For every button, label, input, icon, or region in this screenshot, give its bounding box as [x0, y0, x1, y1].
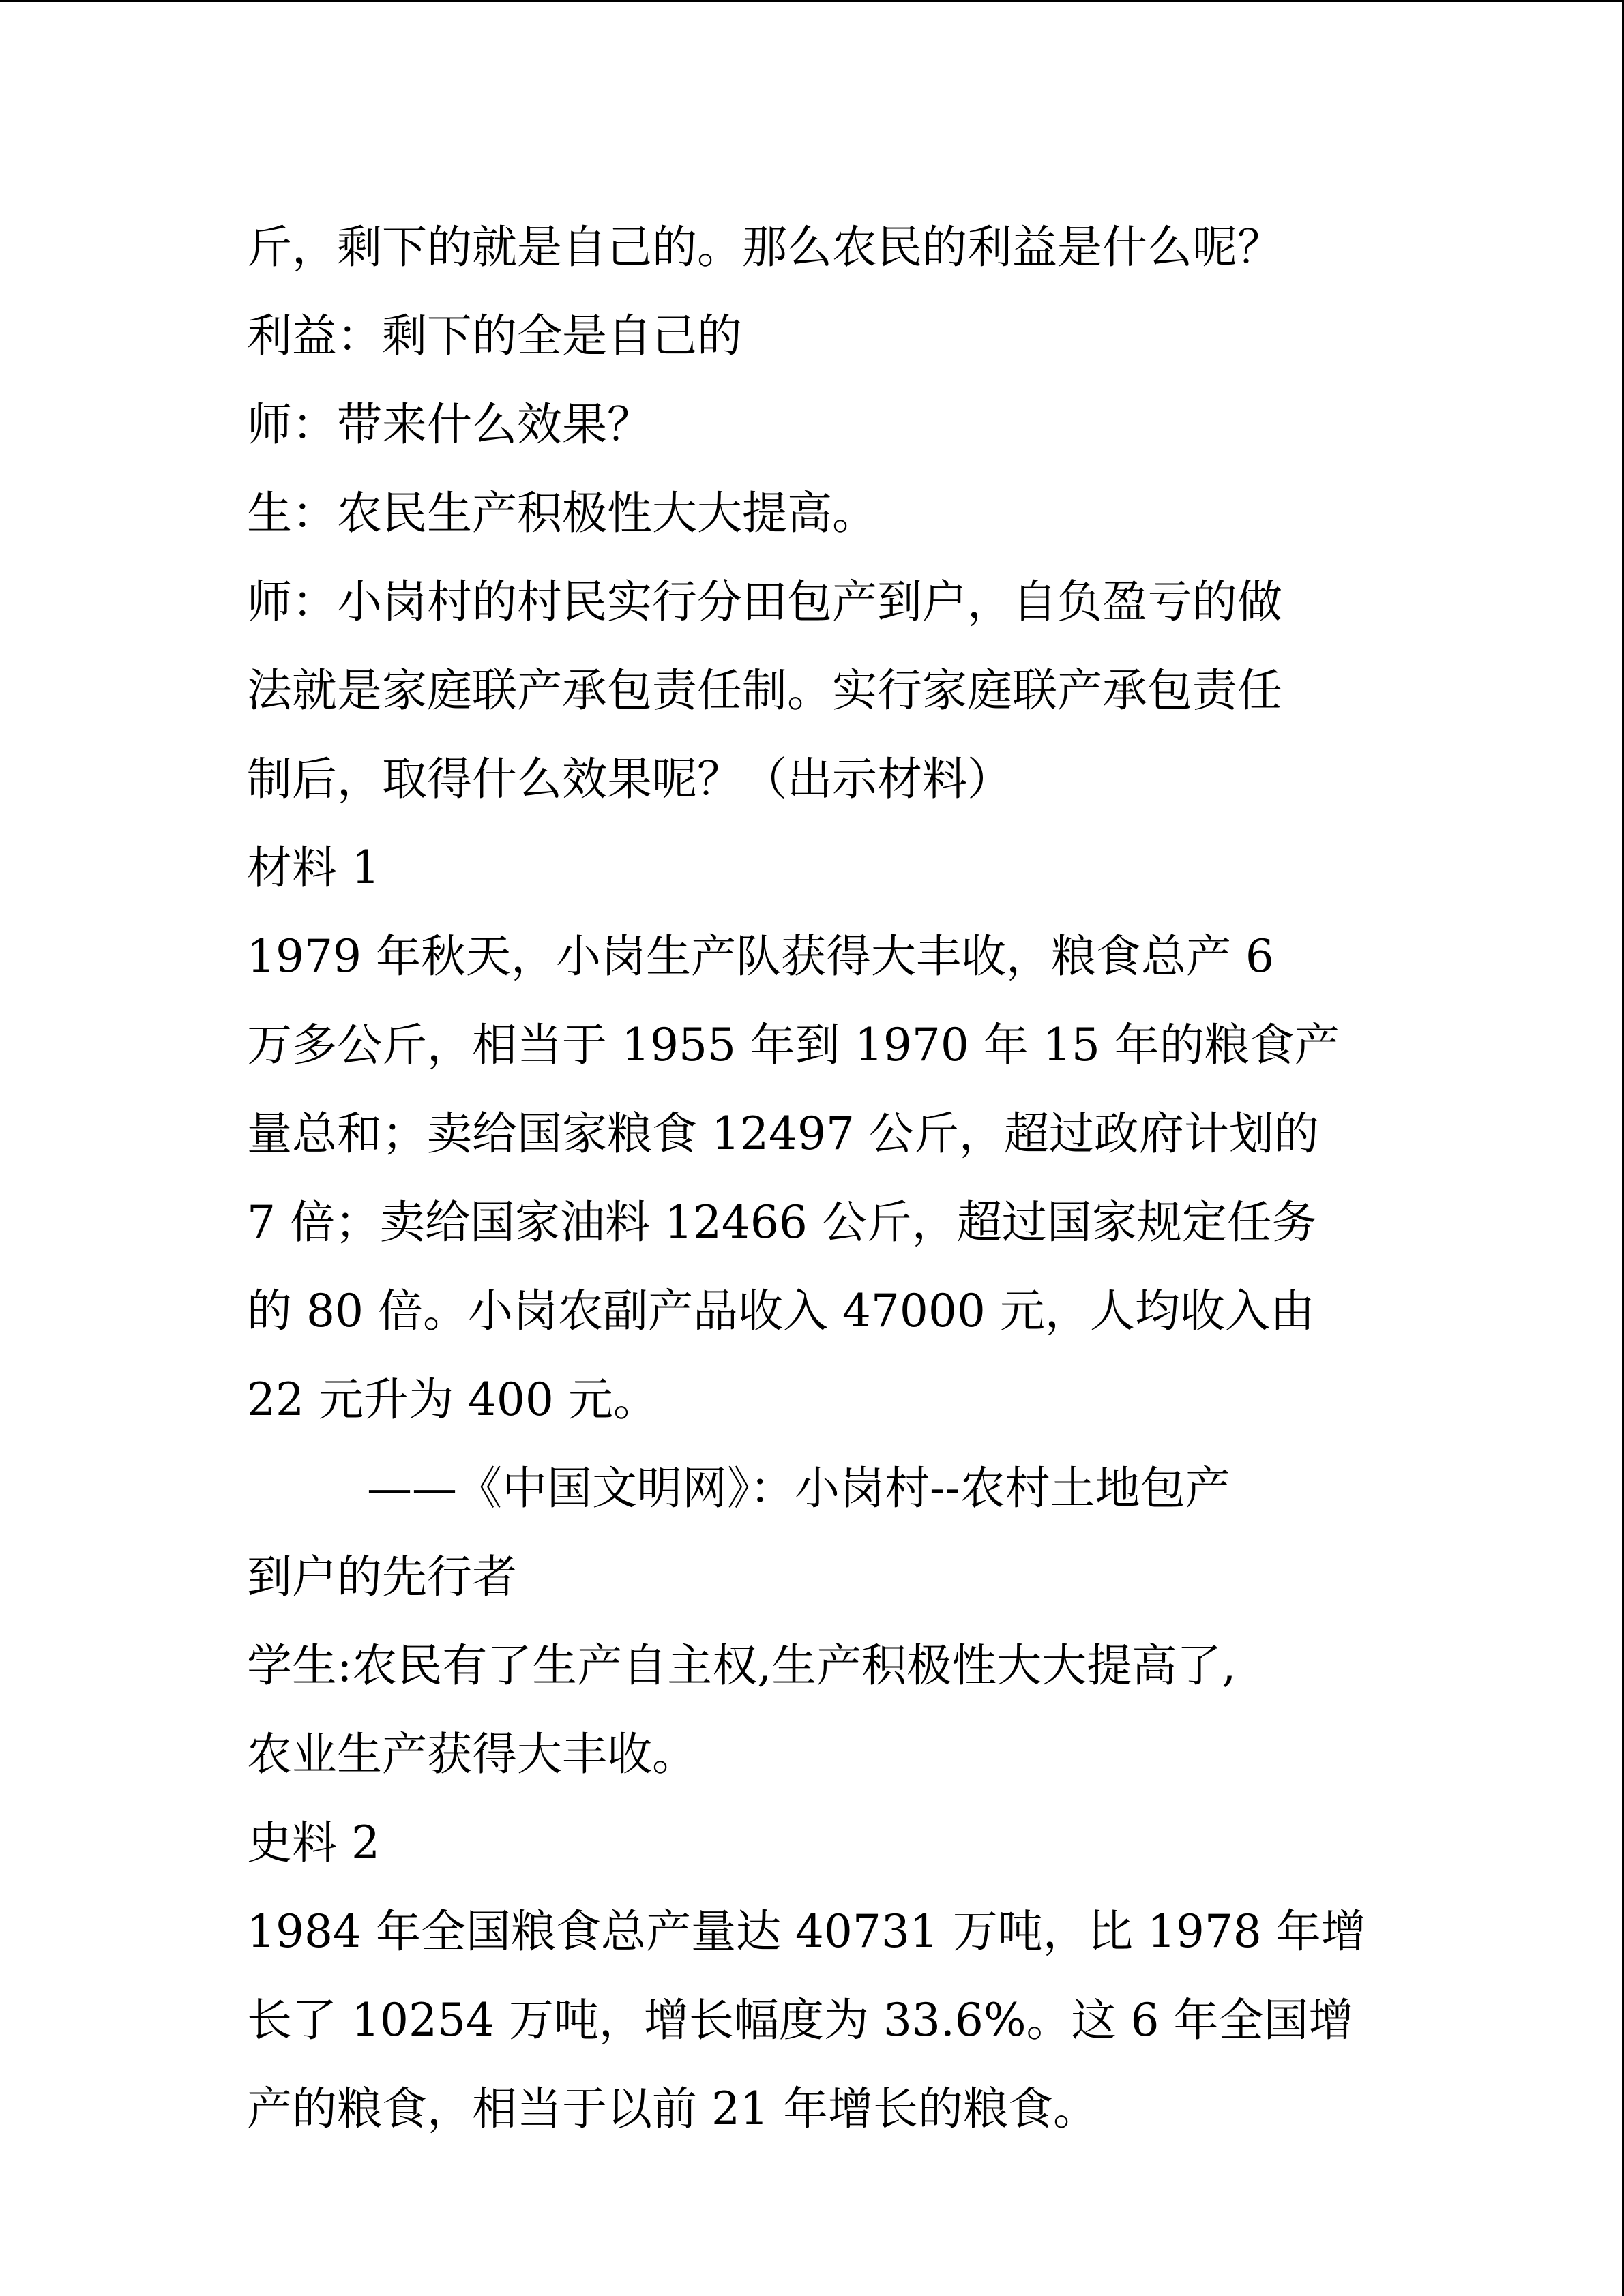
source-citation: ——《中国文明网》：小岗村--农村土地包产 [367, 1462, 1230, 1515]
text-line: 生：农民生产积极性大大提高。 [247, 487, 877, 539]
text-line: 制后，取得什么效果呢？（出示材料） [247, 753, 1012, 805]
text-line: 学生:农民有了生产自主权,生产积极性大大提高了, [247, 1639, 1237, 1692]
text-line: 农业生产获得大丰收。 [247, 1728, 697, 1780]
text-line: 1984 年全国粮食总产量达 40731 万吨，比 1978 年增 [247, 1905, 1366, 1958]
text-line: 的 80 倍。小岗农副产品收入 47000 元，人均收入由 [247, 1285, 1315, 1337]
material-heading: 史料 2 [247, 1817, 380, 1869]
text-line: 师：带来什么效果？ [247, 398, 652, 451]
text-line: 1979 年秋天，小岗生产队获得大丰收，粮食总产 6 [247, 930, 1274, 983]
page-top-border [0, 0, 1624, 2]
text-line: 师：小岗村的村民实行分田包产到户，自负盈亏的做 [247, 576, 1282, 628]
text-line: 万多公斤，相当于 1955 年到 1970 年 15 年的粮食产 [247, 1019, 1340, 1071]
text-line: 22 元升为 400 元。 [247, 1373, 658, 1426]
text-line: 长了 10254 万吨，增长幅度为 33.6%。这 6 年全国增 [247, 1994, 1354, 2046]
text-line: 法就是家庭联产承包责任制。实行家庭联产承包责任 [247, 664, 1282, 717]
material-heading: 材料 1 [247, 841, 380, 894]
text-line: 斤，剩下的就是自己的。那么农民的利益是什么呢？ [247, 221, 1282, 273]
text-line: 到户的先行者 [247, 1551, 517, 1603]
document-body [247, 203, 1379, 2153]
text-line: 利益：剩下的全是自己的 [247, 310, 742, 362]
text-line: 产的粮食，相当于以前 21 年增长的粮食。 [247, 2083, 1098, 2135]
text-line: 7 倍；卖给国家油料 12466 公斤，超过国家规定任务 [247, 1196, 1317, 1249]
text-line: 量总和；卖给国家粮食 12497 公斤，超过政府计划的 [247, 1107, 1319, 1160]
